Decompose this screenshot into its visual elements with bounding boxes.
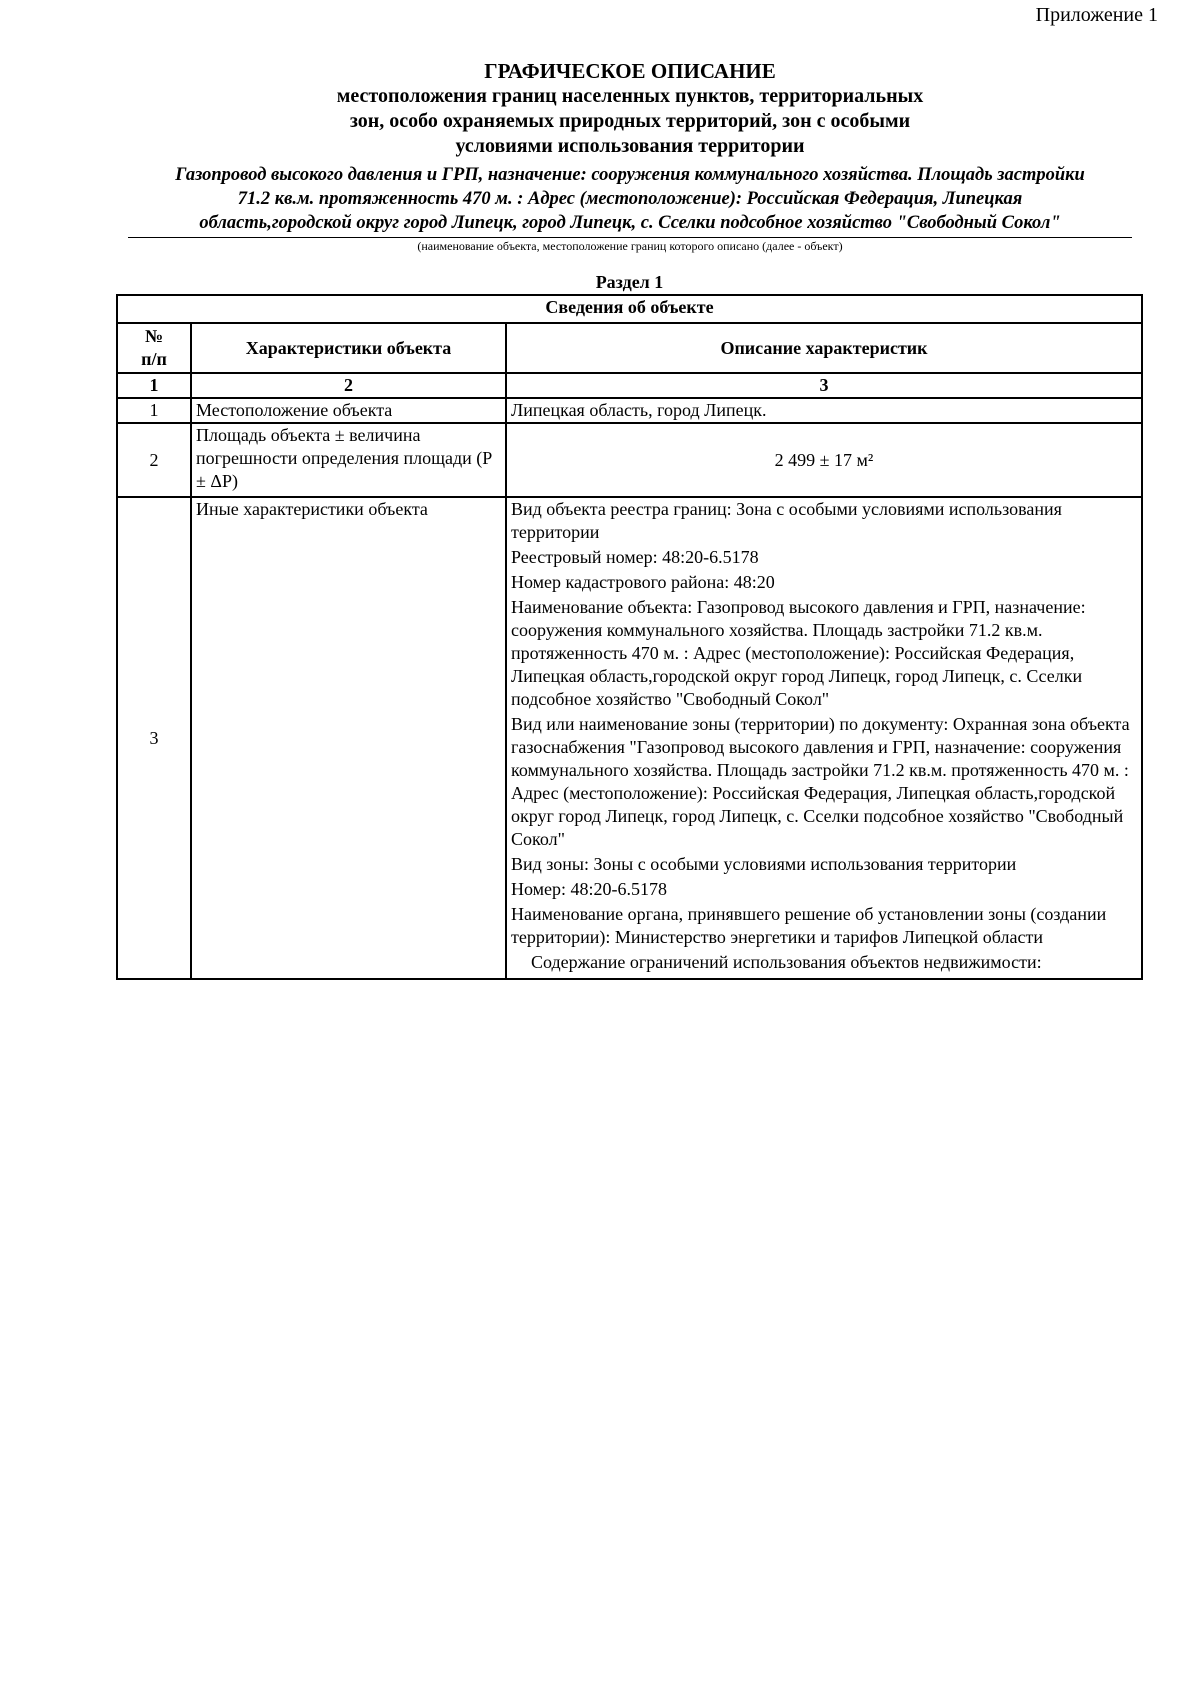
table-title: Сведения об объекте bbox=[117, 295, 1142, 323]
description-paragraph: Номер кадастрового района: 48:20 bbox=[511, 572, 775, 592]
title-line: зон, особо охраняемых природных территорий, зон с особыми bbox=[349, 110, 911, 132]
row-description: 2 499 ± 17 м² bbox=[506, 423, 1142, 497]
object-line: область,городской округ город Липецк, город Липецк, с. Сселки подсобное хозяйство "Свободный Сокол" bbox=[199, 213, 1061, 233]
description-paragraph: Реестровый номер: 48:20-6.5178 bbox=[511, 547, 759, 567]
header-number: № п/п bbox=[117, 323, 191, 373]
row-name: Иные характеристики объекта bbox=[191, 497, 506, 979]
section-title: Раздел 1 bbox=[595, 272, 664, 292]
row-number: 3 bbox=[117, 497, 191, 979]
object-description bbox=[128, 163, 1132, 235]
row-description: Липецкая область, город Липецк. bbox=[506, 398, 1142, 423]
description-paragraph: Наименование органа, принявшего решение об установлении зоны (создании территории): Министерство энергетики и тарифов Липецкой области bbox=[511, 904, 1107, 947]
row-name: Площадь объекта ± величина погрешности определения площади (P ± ΔP) bbox=[191, 423, 506, 497]
title-line: условиями использования территории bbox=[455, 135, 805, 157]
description-paragraph: Наименование объекта: Газопровод высокого давления и ГРП, назначение: сооружения коммунального хозяйства. Площадь застройки 71.2 кв.м. протяженность 470 м. : Адрес (местоположение): Российская Федерация, Липецкая область,городской округ город Липецк, город Липецк, с. Сселки подсобное хозяйство "Свободный Сокол" bbox=[511, 597, 1086, 709]
object-info-table bbox=[116, 294, 1143, 980]
title-line: местоположения границ населенных пунктов, территориальных bbox=[336, 85, 924, 107]
object-underline bbox=[128, 237, 1132, 238]
header-characteristics: Характеристики объекта bbox=[191, 323, 506, 373]
header-description: Описание характеристик bbox=[506, 323, 1142, 373]
row-description bbox=[506, 497, 1142, 979]
description-paragraph: Вид объекта реестра границ: Зона с особыми условиями использования территории bbox=[511, 499, 1062, 542]
title-main: ГРАФИЧЕСКОЕ ОПИСАНИЕ bbox=[484, 59, 776, 83]
description-paragraph: Номер: 48:20-6.5178 bbox=[511, 879, 668, 899]
row-number: 1 bbox=[117, 398, 191, 423]
table-row bbox=[117, 423, 1142, 497]
object-line: Газопровод высокого давления и ГРП, назначение: сооружения коммунального хозяйства. Площадь застройки bbox=[175, 165, 1085, 185]
description-paragraph: Вид зоны: Зоны с особыми условиями использования территории bbox=[511, 854, 1017, 874]
table-row bbox=[117, 497, 1142, 979]
document-title bbox=[0, 58, 1200, 159]
object-line: 71.2 кв.м. протяженность 470 м. : Адрес (местоположение): Российская Федерация, Липецкая bbox=[237, 189, 1023, 209]
row-name: Местоположение объекта bbox=[191, 398, 506, 423]
column-number: 2 bbox=[191, 373, 506, 398]
description-paragraph: Вид или наименование зоны (территории) по документу: Охранная зона объекта газоснабжения "Газопровод высокого давления и ГРП, назначение: сооружения коммунального хозяйства. Площадь застройки 71.2 кв.м. протяженность 470 м. : Адрес (местоположение): Российская Федерация, Липецкая область,городской округ город Липецк, город Липецк, с. Сселки подсобное хозяйство "Свободный Сокол" bbox=[511, 714, 1130, 849]
object-caption: (наименование объекта, местоположение границ которого описано (далее - объект) bbox=[417, 239, 843, 253]
column-number: 3 bbox=[506, 373, 1142, 398]
column-number: 1 bbox=[117, 373, 191, 398]
row-number: 2 bbox=[117, 423, 191, 497]
table-row bbox=[117, 398, 1142, 423]
description-paragraph: Содержание ограничений использования объектов недвижимости: bbox=[531, 952, 1042, 972]
appendix-label: Приложение 1 bbox=[1035, 4, 1158, 26]
